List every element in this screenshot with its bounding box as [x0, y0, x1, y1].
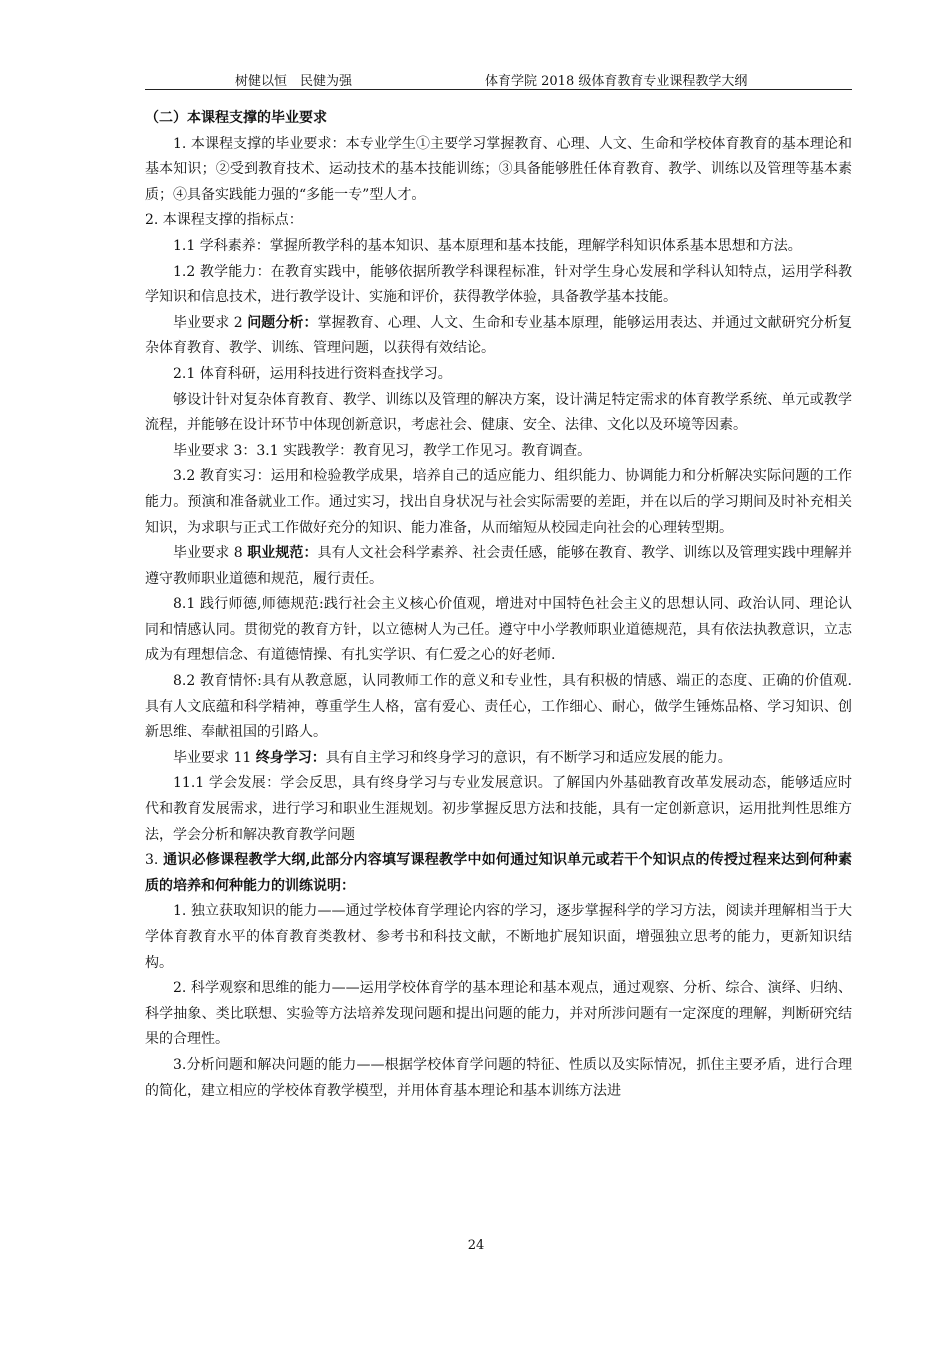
section-3-number: 3. [145, 852, 164, 869]
paragraph-design: 够设计针对复杂体育教育、教学、训练以及管理的解决方案，设计满足特定需求的体育教学系统、单元或教学流程，并能够在设计环节中体现创新意识，考虑社会、健康、安全、法律、文化以及环境等因素。 [145, 391, 852, 434]
requirement-11-label: 终身学习： [255, 749, 326, 766]
requirement-2-prefix: 毕业要求 2 [173, 314, 248, 331]
paragraph-graduation-requirements: 1. 本课程支撑的毕业要求：本专业学生①主要学习掌握教育、心理、人文、生命和学校体育教育的基本理论和基本知识；②受到教育技术、运动技术的基本技能训练；③具备能够胜任体育教育、教学、训练以及管理等基本素质；④具备实践能力强的“多能一专”型人才。 [145, 135, 852, 203]
paragraph-8-1: 8.1 践行师德,师德规范:践行社会主义核心价值观，增进对中国特色社会主义的思想认同、政治认同、理论认同和情感认同。贯彻党的教育方针，以立德树人为己任。遵守中小学教师职业道德规范，具有依法执教意识，立志成为有理想信念、有道德情操、有扎实学识、有仁爱之心的好老师. [145, 596, 852, 664]
section-title: （二）本课程支撑的毕业要求 [145, 110, 327, 126]
paragraph-requirement-11 [145, 746, 852, 772]
section-3-title: 通识必修课程教学大纲,此部分内容填写课程教学中如何通过知识单元或若干个知识点的传授过程来达到何种素质的培养和何种能力的训练说明： [145, 852, 852, 894]
page-number: 24 [467, 1238, 485, 1253]
paragraph-3-2: 3.2 教育实习：运用和检验教学成果，培养自己的适应能力、组织能力、协调能力和分析解决实际问题的工作能力。预演和准备就业工作。通过实习，找出自身状况与社会实际需要的差距，并在以后的学习期间及时补充相关知识，为求职与正式工作做好充分的知识、能力准备，从而缩短从校园走向社会的心理转型期。 [145, 468, 852, 536]
document-body [145, 106, 852, 1104]
paragraph-2-1: 2.1 体育科研，运用科技进行资料查找学习。 [173, 365, 452, 382]
paragraph-ability-1: 1. 独立获取知识的能力——通过学校体育学理论内容的学习，逐步掌握科学的学习方法，阅读并理解相当于大学体育教育水平的体育教育类教材、参考书和科技文献，不断地扩展知识面，增强独立思考的能力，更新知识结构。 [145, 903, 852, 971]
requirement-8-label: 职业规范： [247, 545, 318, 562]
paragraph-11-1: 11.1 学会发展：学会反思，具有终身学习与专业发展意识。了解国内外基础教育改革发展动态，能够适应时代和教育发展需求，进行学习和职业生涯规划。初步掌握反思方法和技能，具有一定创新意识，运用批判性思维方法，学会分析和解决教育教学问题 [145, 775, 852, 843]
requirement-8-text: 具有人文社会科学素养、社会责任感，能够在教育、教学、训练以及管理实践中理解并遵守教师职业道德和规范，履行责任。 [145, 545, 853, 587]
paragraph-section-3-heading [145, 848, 852, 899]
paragraph-requirement-8 [145, 541, 852, 592]
requirement-2-text: 掌握教育、心理、人文、生命和专业基本原理，能够运用表达、并通过文献研究分析复杂体育教育、教学、训练、管理问题，以获得有效结论。 [145, 314, 853, 357]
requirement-11-prefix: 毕业要求 11 [173, 749, 256, 766]
requirement-11-text: 具有自主学习和终身学习的意识，有不断学习和适应发展的能力。 [325, 749, 732, 766]
paragraph-requirement-3: 毕业要求 3：3.1 实践教学：教育见习，教学工作见习。教育调查。 [173, 442, 592, 459]
paragraph-8-2: 8.2 教育情怀:具有从教意愿，认同教师工作的意义和专业性，具有积极的情感、端正的态度、正确的价值观.具有人文底蕴和科学精神，尊重学生人格，富有爱心、责任心，工作细心、耐心，做学生锤炼品格、学习知识、创新思维、奉献祖国的引路人。 [145, 673, 852, 741]
paragraph-1-1: 1.1 学科素养：掌握所教学科的基本知识、基本原理和基本技能，理解学科知识体系基本思想和方法。 [173, 237, 802, 254]
paragraph-ability-2: 2. 科学观察和思维的能力——运用学校体育学的基本理论和基本观点，通过观察、分析、综合、演绎、归纳、科学抽象、类比联想、实验等方法培养发现问题和提出问题的能力，并对所涉问题有一定深度的理解，判断研究结果的合理性。 [145, 980, 852, 1048]
paragraph-1-2: 1.2 教学能力：在教育实践中，能够依据所教学科课程标准，针对学生身心发展和学科认知特点，运用学科教学知识和信息技术，进行教学设计、实施和评价，获得教学体验，具备教学基本技能。 [145, 263, 852, 306]
paragraph-ability-3: 3.分析问题和解决问题的能力——根据学校体育学问题的特征、性质以及实际情况，抓住主要矛盾，进行合理的简化，建立相应的学校体育教学模型，并用体育基本理论和基本训练方法进 [145, 1056, 852, 1099]
requirement-8-prefix: 毕业要求 8 [173, 545, 248, 562]
paragraph-requirement-2 [145, 311, 852, 362]
header-document-title: 体育学院 2018 级体育教育专业课程教学大纲 [485, 74, 748, 89]
requirement-2-label: 问题分析： [247, 314, 318, 331]
paragraph-indicator-heading: 2. 本课程支撑的指标点： [145, 212, 303, 229]
page-header [145, 69, 852, 90]
header-motto: 树健以恒 民健为强 [235, 74, 353, 89]
